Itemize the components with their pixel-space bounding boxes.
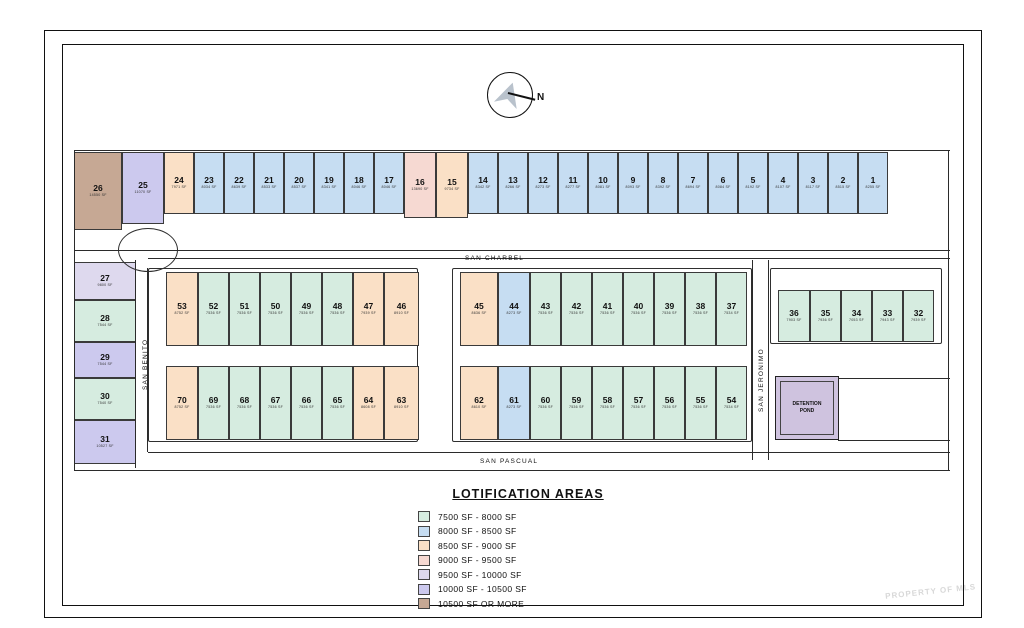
lot-number: 39 bbox=[664, 300, 675, 311]
lot-area: 8093 SF bbox=[625, 185, 641, 190]
lot-number: 38 bbox=[695, 300, 706, 311]
lot-26[interactable] bbox=[74, 152, 122, 230]
legend-item bbox=[418, 555, 638, 566]
lot-number: 56 bbox=[664, 394, 675, 405]
lot-number: 42 bbox=[571, 300, 582, 311]
lot-area: 8639 SF bbox=[231, 185, 247, 190]
road-edge-san-pascual bbox=[148, 452, 950, 453]
lot-70[interactable] bbox=[166, 366, 198, 440]
lot-area: 8273 SF bbox=[535, 185, 551, 190]
lot-area: 7536 SF bbox=[631, 311, 646, 316]
lot-area: 8610 SF bbox=[471, 405, 487, 410]
lot-number: 58 bbox=[602, 394, 613, 405]
lot-8[interactable] bbox=[648, 152, 678, 214]
lot-number: 37 bbox=[726, 300, 737, 311]
road-edge-south bbox=[74, 470, 950, 471]
lot-area: 8342 SF bbox=[475, 185, 491, 190]
lot-57[interactable] bbox=[623, 366, 654, 440]
lot-53[interactable] bbox=[166, 272, 198, 346]
lot-area: 8046 SF bbox=[351, 185, 367, 190]
legend-rows bbox=[418, 511, 638, 609]
detention-pond-inner bbox=[780, 381, 834, 435]
lot-area: 7536 SF bbox=[237, 405, 252, 410]
lot-number: 44 bbox=[509, 300, 519, 311]
lot-51[interactable] bbox=[229, 272, 260, 346]
lot-area: 7536 SF bbox=[299, 311, 314, 316]
legend-label: 9500 SF - 10000 SF bbox=[438, 569, 522, 580]
lot-area: 7536 SF bbox=[569, 405, 584, 410]
lot-24[interactable] bbox=[164, 152, 194, 214]
lot-area: 7903 SF bbox=[786, 318, 802, 323]
lot-number: 28 bbox=[100, 312, 110, 323]
road-edge-san-jeronimo-e bbox=[768, 260, 769, 460]
lot-59[interactable] bbox=[561, 366, 592, 440]
lot-area: 7936 SF bbox=[818, 318, 833, 323]
lot-27[interactable] bbox=[74, 262, 136, 300]
legend-swatch bbox=[418, 526, 430, 537]
watermark: PROPERTY OF MLS bbox=[884, 582, 977, 601]
lot-number: 19 bbox=[324, 174, 334, 185]
lot-number: 14 bbox=[478, 174, 488, 185]
lot-number: 6 bbox=[720, 174, 726, 185]
lot-area: 7536 SF bbox=[206, 311, 221, 316]
lot-number: 3 bbox=[810, 174, 816, 185]
lot-area: 7943 SF bbox=[880, 318, 895, 323]
lot-3[interactable] bbox=[798, 152, 828, 214]
lot-area: 8277 SF bbox=[565, 185, 581, 190]
legend-label: 7500 SF - 8000 SF bbox=[438, 511, 517, 522]
lot-number: 59 bbox=[571, 394, 582, 405]
lot-area: 7536 SF bbox=[299, 405, 314, 410]
lot-7[interactable] bbox=[678, 152, 708, 214]
lot-area: 7536 SF bbox=[538, 405, 553, 410]
lot-6[interactable] bbox=[708, 152, 738, 214]
lot-area: 8533 SF bbox=[261, 185, 277, 190]
lot-60[interactable] bbox=[530, 366, 561, 440]
lot-12[interactable] bbox=[528, 152, 558, 214]
lot-number: 40 bbox=[633, 300, 644, 311]
lot-40[interactable] bbox=[623, 272, 654, 346]
lot-15[interactable] bbox=[436, 152, 468, 218]
lot-2[interactable] bbox=[828, 152, 858, 214]
legend-swatch bbox=[418, 511, 430, 522]
lot-number: 11 bbox=[568, 174, 578, 185]
lot-area: 8694 SF bbox=[685, 185, 701, 190]
lot-area: 7053 SF bbox=[849, 318, 864, 323]
lot-area: 8084 SF bbox=[715, 185, 731, 190]
lot-20[interactable] bbox=[284, 152, 314, 214]
lot-area: 7939 SF bbox=[361, 311, 376, 316]
lot-area: 7536 SF bbox=[600, 311, 615, 316]
lot-area: 8537 SF bbox=[291, 185, 307, 190]
lot-44[interactable] bbox=[498, 272, 530, 346]
lot-area: 8752 SF bbox=[174, 311, 190, 316]
lot-area: 9800 SF bbox=[97, 283, 113, 288]
legend-item bbox=[418, 584, 638, 595]
lot-area: 10527 SF bbox=[96, 444, 114, 449]
lot-25[interactable] bbox=[122, 152, 164, 224]
lot-39[interactable] bbox=[654, 272, 685, 346]
lot-area: 7544 SF bbox=[97, 323, 113, 328]
street-label-san-benito: SAN BENITO bbox=[142, 338, 149, 390]
lot-50[interactable] bbox=[260, 272, 291, 346]
legend-item bbox=[418, 526, 638, 537]
boundary-west bbox=[74, 150, 75, 470]
lot-21[interactable] bbox=[254, 152, 284, 214]
lot-43[interactable] bbox=[530, 272, 561, 346]
lot-17[interactable] bbox=[374, 152, 404, 214]
lot-number: 43 bbox=[540, 300, 551, 311]
lot-37[interactable] bbox=[716, 272, 747, 346]
lot-63[interactable] bbox=[384, 366, 419, 440]
lot-area: 7536 SF bbox=[693, 405, 708, 410]
lot-38[interactable] bbox=[685, 272, 716, 346]
lot-area: 7536 SF bbox=[237, 311, 252, 316]
lot-29[interactable] bbox=[74, 342, 136, 378]
road-edge-pond-n bbox=[838, 378, 950, 379]
lot-area: 7536 SF bbox=[693, 311, 708, 316]
pond-label-line1: DETENTION bbox=[792, 401, 822, 407]
lot-area: 7536 SF bbox=[662, 405, 677, 410]
lot-area: 7536 SF bbox=[268, 311, 283, 316]
lot-46[interactable] bbox=[384, 272, 419, 346]
legend-label: 10000 SF - 10500 SF bbox=[438, 584, 527, 594]
lot-number: 69 bbox=[208, 394, 219, 405]
lot-area: 7971 SF bbox=[171, 185, 187, 190]
lot-4[interactable] bbox=[768, 152, 798, 214]
lot-58[interactable] bbox=[592, 366, 623, 440]
lot-number: 41 bbox=[602, 300, 613, 311]
lot-area: 7536 SF bbox=[662, 311, 677, 316]
lot-number: 1 bbox=[870, 174, 876, 185]
lot-area: 7536 SF bbox=[330, 311, 345, 316]
lot-area: 7536 SF bbox=[631, 405, 646, 410]
lot-number: 25 bbox=[138, 179, 148, 190]
lot-48[interactable] bbox=[322, 272, 353, 346]
lot-area: 7544 SF bbox=[97, 362, 113, 367]
lot-number: 10 bbox=[598, 174, 608, 185]
lot-number: 9 bbox=[630, 174, 636, 185]
lot-number: 32 bbox=[913, 307, 924, 318]
road-edge-san-jeronimo-w bbox=[752, 260, 753, 460]
lot-69[interactable] bbox=[198, 366, 229, 440]
lot-area: 8117 SF bbox=[805, 185, 821, 190]
lot-area: 8255 SF bbox=[865, 185, 881, 190]
lot-10[interactable] bbox=[588, 152, 618, 214]
lot-number: 34 bbox=[851, 307, 862, 318]
lot-number: 24 bbox=[174, 174, 184, 185]
legend-item bbox=[418, 569, 638, 580]
lot-area: 8046 SF bbox=[381, 185, 397, 190]
legend-label: 9000 SF - 9500 SF bbox=[438, 555, 517, 565]
street-label-san-pascual: SAN PASCUAL bbox=[480, 458, 539, 465]
lot-number: 31 bbox=[100, 433, 110, 444]
lot-area: 8910 SF bbox=[394, 405, 409, 410]
lot-number: 55 bbox=[695, 394, 706, 405]
lot-area: 11070 SF bbox=[134, 190, 152, 195]
lot-number: 60 bbox=[540, 394, 551, 405]
lot-area: 9734 SF bbox=[444, 187, 460, 192]
lot-66[interactable] bbox=[291, 366, 322, 440]
lot-area: 7939 SF bbox=[911, 318, 926, 323]
lot-number: 64 bbox=[363, 394, 374, 405]
lot-9[interactable] bbox=[618, 152, 648, 214]
lot-area: 7540 SF bbox=[97, 401, 113, 406]
lot-54[interactable] bbox=[716, 366, 747, 440]
lot-number: 13 bbox=[508, 174, 518, 185]
road-edge-san-benito-w bbox=[135, 260, 136, 468]
lot-area: 7534 SF bbox=[724, 405, 739, 410]
lot-49[interactable] bbox=[291, 272, 322, 346]
lot-30[interactable] bbox=[74, 378, 136, 420]
lot-number: 45 bbox=[474, 300, 484, 311]
legend-item bbox=[418, 540, 638, 551]
lot-62[interactable] bbox=[460, 366, 498, 440]
legend-item bbox=[418, 598, 638, 609]
lot-31[interactable] bbox=[74, 420, 136, 464]
lot-32[interactable] bbox=[903, 290, 934, 342]
road-edge-north bbox=[74, 250, 950, 251]
lot-18[interactable] bbox=[344, 152, 374, 214]
legend-swatch bbox=[418, 540, 430, 551]
lot-number: 65 bbox=[332, 394, 343, 405]
legend-item bbox=[418, 511, 638, 522]
lot-42[interactable] bbox=[561, 272, 592, 346]
lot-area: 8273 SF bbox=[506, 311, 522, 316]
lot-number: 20 bbox=[294, 174, 304, 185]
lot-number: 36 bbox=[789, 307, 799, 318]
lot-23[interactable] bbox=[194, 152, 224, 214]
lot-area: 7534 SF bbox=[724, 311, 739, 316]
lot-number: 62 bbox=[474, 394, 484, 405]
lot-16[interactable] bbox=[404, 152, 436, 218]
lot-number: 48 bbox=[332, 300, 343, 311]
detention-pond bbox=[775, 376, 839, 440]
lot-number: 66 bbox=[301, 394, 312, 405]
lot-area: 8636 SF bbox=[471, 311, 487, 316]
lot-number: 54 bbox=[726, 394, 737, 405]
lot-area: 7536 SF bbox=[330, 405, 345, 410]
street-label-san-charbel: SAN CHARBEL bbox=[465, 255, 525, 262]
lot-area: 8081 SF bbox=[595, 185, 611, 190]
legend-label: 8500 SF - 9000 SF bbox=[438, 540, 517, 551]
lot-45[interactable] bbox=[460, 272, 498, 346]
lot-number: 63 bbox=[396, 394, 407, 405]
north-arrow-icon bbox=[487, 72, 553, 124]
cul-de-sac-curve bbox=[118, 228, 178, 272]
lot-number: 70 bbox=[177, 394, 187, 405]
lot-19[interactable] bbox=[314, 152, 344, 214]
lot-number: 46 bbox=[396, 300, 407, 311]
lot-number: 49 bbox=[301, 300, 312, 311]
lot-1[interactable] bbox=[858, 152, 888, 214]
road-edge-pond-s bbox=[838, 440, 950, 441]
lot-number: 26 bbox=[93, 182, 103, 193]
legend-label: 10500 SF OR MORE bbox=[438, 598, 525, 609]
lot-36[interactable] bbox=[778, 290, 810, 342]
lot-64[interactable] bbox=[353, 366, 384, 440]
lot-area: 8752 SF bbox=[174, 405, 190, 410]
lot-number: 67 bbox=[270, 394, 281, 405]
lot-number: 23 bbox=[204, 174, 214, 185]
compass-north-label: N bbox=[537, 92, 545, 103]
lot-47[interactable] bbox=[353, 272, 384, 346]
lot-number: 2 bbox=[840, 174, 846, 185]
legend bbox=[418, 487, 638, 613]
lot-number: 29 bbox=[100, 351, 110, 362]
lot-number: 68 bbox=[239, 394, 250, 405]
lot-area: 8266 SF bbox=[505, 185, 521, 190]
lot-area: 8192 SF bbox=[745, 185, 761, 190]
legend-label: 8000 SF - 8500 SF bbox=[438, 526, 517, 536]
lot-number: 50 bbox=[270, 300, 281, 311]
lot-area: 8034 SF bbox=[201, 185, 217, 190]
road-edge-san-charbel bbox=[148, 258, 950, 259]
lot-area: 8392 SF bbox=[655, 185, 671, 190]
lot-number: 4 bbox=[780, 174, 786, 185]
pond-label-line2: POND bbox=[799, 408, 815, 414]
legend-swatch bbox=[418, 555, 430, 566]
lot-68[interactable] bbox=[229, 366, 260, 440]
lot-number: 53 bbox=[177, 300, 187, 311]
lot-area: 8608 SF bbox=[361, 405, 376, 410]
boundary-east bbox=[948, 150, 949, 470]
lot-number: 52 bbox=[208, 300, 219, 311]
lot-11[interactable] bbox=[558, 152, 588, 214]
lot-number: 12 bbox=[538, 174, 548, 185]
lot-area: 8515 SF bbox=[835, 185, 851, 190]
lot-number: 15 bbox=[447, 176, 457, 187]
lot-56[interactable] bbox=[654, 366, 685, 440]
lot-area: 13690 SF bbox=[411, 187, 429, 192]
lot-41[interactable] bbox=[592, 272, 623, 346]
lot-61[interactable] bbox=[498, 366, 530, 440]
street-label-san-jeronimo: SAN JERONIMO bbox=[758, 348, 765, 412]
legend-swatch bbox=[418, 569, 430, 580]
lot-55[interactable] bbox=[685, 366, 716, 440]
lot-number: 8 bbox=[660, 174, 666, 185]
lot-number: 18 bbox=[354, 174, 364, 185]
lot-5[interactable] bbox=[738, 152, 768, 214]
lot-22[interactable] bbox=[224, 152, 254, 214]
lot-area: 7536 SF bbox=[538, 311, 553, 316]
lot-number: 47 bbox=[363, 300, 374, 311]
lot-number: 61 bbox=[509, 394, 519, 405]
legend-title: LOTIFICATION AREAS bbox=[452, 487, 604, 501]
lot-area: 8341 SF bbox=[321, 185, 337, 190]
lot-65[interactable] bbox=[322, 366, 353, 440]
lot-number: 33 bbox=[882, 307, 893, 318]
lot-number: 21 bbox=[264, 174, 274, 185]
lot-number: 30 bbox=[100, 390, 110, 401]
lot-35[interactable] bbox=[810, 290, 841, 342]
lot-area: 7536 SF bbox=[206, 405, 221, 410]
lot-number: 16 bbox=[415, 176, 425, 187]
lot-area: 7536 SF bbox=[600, 405, 615, 410]
legend-swatch bbox=[418, 598, 430, 609]
lot-area: 7536 SF bbox=[268, 405, 283, 410]
boundary-north bbox=[74, 150, 950, 151]
lot-number: 22 bbox=[234, 174, 244, 185]
lot-34[interactable] bbox=[841, 290, 872, 342]
lot-52[interactable] bbox=[198, 272, 229, 346]
lot-number: 5 bbox=[750, 174, 756, 185]
lot-number: 51 bbox=[239, 300, 250, 311]
legend-swatch bbox=[418, 584, 430, 595]
lot-area: 14550 SF bbox=[89, 193, 107, 198]
lot-67[interactable] bbox=[260, 366, 291, 440]
lot-number: 27 bbox=[100, 272, 110, 283]
lot-number: 35 bbox=[820, 307, 831, 318]
lot-area: 8910 SF bbox=[394, 311, 409, 316]
lot-area: 8107 SF bbox=[775, 185, 791, 190]
lot-number: 7 bbox=[690, 174, 696, 185]
lot-number: 57 bbox=[633, 394, 644, 405]
lot-33[interactable] bbox=[872, 290, 903, 342]
lot-13[interactable] bbox=[498, 152, 528, 214]
lot-28[interactable] bbox=[74, 300, 136, 342]
lot-area: 8273 SF bbox=[506, 405, 522, 410]
detention-pond-label bbox=[793, 401, 822, 415]
lot-area: 7536 SF bbox=[569, 311, 584, 316]
lot-14[interactable] bbox=[468, 152, 498, 214]
lot-number: 17 bbox=[384, 174, 394, 185]
